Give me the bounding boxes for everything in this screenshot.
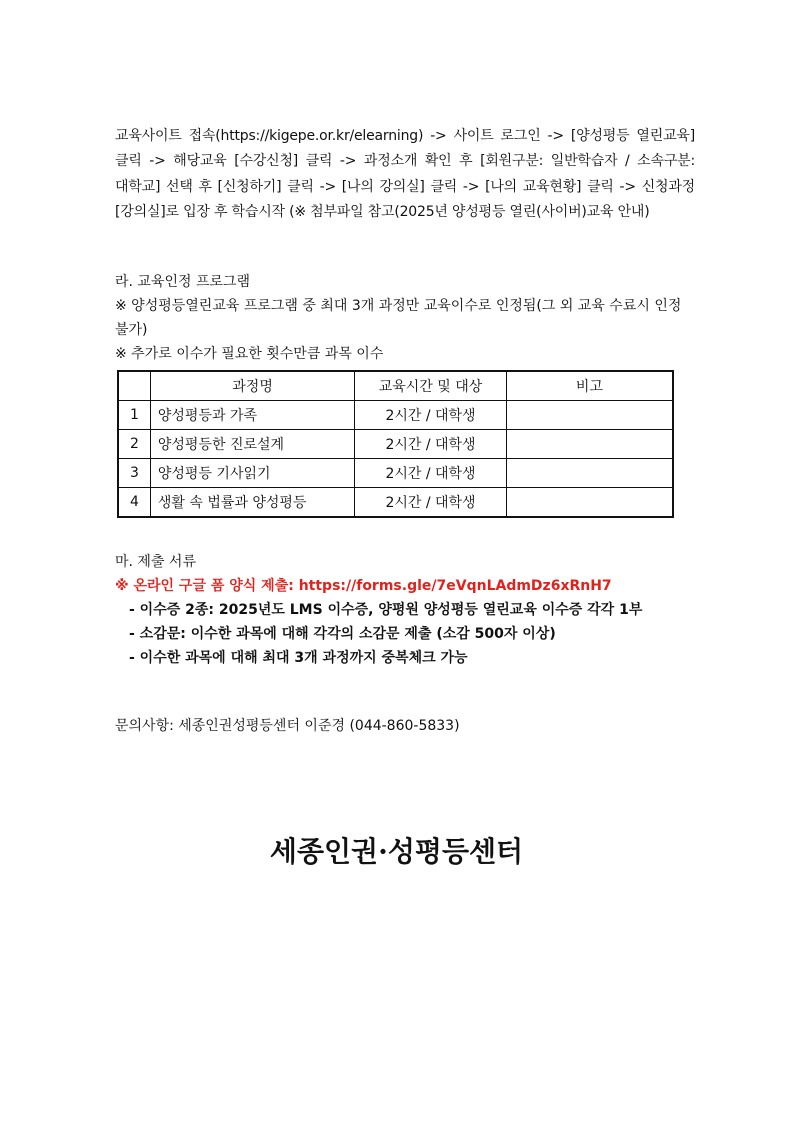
header-note: 비고 — [506, 371, 673, 401]
intro-paragraph: 교육사이트 접속(https://kigepe.or.kr/elearning) -> 사이트 로그인 -> [양성평등 열린교육] 클릭 -> 해당교육 [수강신청] 클릭 -> 과정소개 확인 후 [회원구분: 일반학습자 / 소속구분: 대학교] 선택 후 [신청하기] 클릭 -> [나의 강의실] 클릭 -> [나의 교육현황] 클릭 -> 신청과정 [강의실]로 입장 후 학습시작 (※ 첨부파일 참고(2025년 양성평등 열린(사이버)교육 안내) — [115, 128, 700, 221]
row-number: 4 — [118, 488, 150, 518]
header-no — [118, 371, 150, 401]
section-ra-note-max-courses: ※ 양성평등열린교육 프로그램 중 최대 3개 과정만 교육이수로 인정됨(그 외 교육 수료시 인정 불가) — [115, 298, 682, 338]
course-time: 2시간 / 대학생 — [355, 488, 507, 518]
header-time-target: 교육시간 및 대상 — [355, 371, 507, 401]
row-number: 3 — [118, 459, 150, 488]
section-education-programs — [115, 270, 695, 366]
course-time: 2시간 / 대학생 — [355, 401, 507, 430]
table-row — [118, 459, 673, 488]
course-name: 양성평등한 진로설계 — [150, 430, 354, 459]
section-ra-note-additional: ※ 추가로 이수가 필요한 횟수만큼 과목 이수 — [115, 346, 384, 362]
table-row — [118, 488, 673, 518]
course-time: 2시간 / 대학생 — [355, 459, 507, 488]
row-number: 2 — [118, 430, 150, 459]
course-name: 양성평등 기사읽기 — [150, 459, 354, 488]
row-number: 1 — [118, 401, 150, 430]
online-form-link[interactable]: ※ 온라인 구글 폼 양식 제출: https://forms.gle/7eVqnLAdmDz6xRnH7 — [115, 578, 612, 594]
section-submission-documents — [115, 550, 695, 670]
submission-item-certificates: - 이수증 2종: 2025년도 LMS 이수증, 양평원 양성평등 열린교육 이수증 각각 1부 — [129, 602, 643, 618]
section-ma-heading: 마. 제출 서류 — [115, 554, 196, 570]
table-row — [118, 401, 673, 430]
course-time: 2시간 / 대학생 — [355, 430, 507, 459]
course-note — [506, 459, 673, 488]
submission-item-duplicate-check: - 이수한 과목에 대해 최대 3개 과정까지 중복체크 가능 — [129, 650, 468, 666]
table-header-row — [118, 371, 673, 401]
course-note — [506, 401, 673, 430]
table-row — [118, 430, 673, 459]
course-note — [506, 430, 673, 459]
contact-info: 문의사항: 세종인권성평등센터 이준경 (044-860-5833) — [115, 718, 460, 734]
course-note — [506, 488, 673, 518]
header-course-name: 과정명 — [150, 371, 354, 401]
organization-title: 세종인권·성평등센터 — [269, 835, 524, 868]
course-name: 양성평등과 가족 — [150, 401, 354, 430]
course-table — [117, 370, 674, 518]
course-name: 생활 속 법률과 양성평등 — [150, 488, 354, 518]
section-ra-heading: 라. 교육인정 프로그램 — [115, 274, 251, 290]
submission-item-essay: - 소감문: 이수한 과목에 대해 각각의 소감문 제출 (소감 500자 이상) — [129, 626, 556, 642]
